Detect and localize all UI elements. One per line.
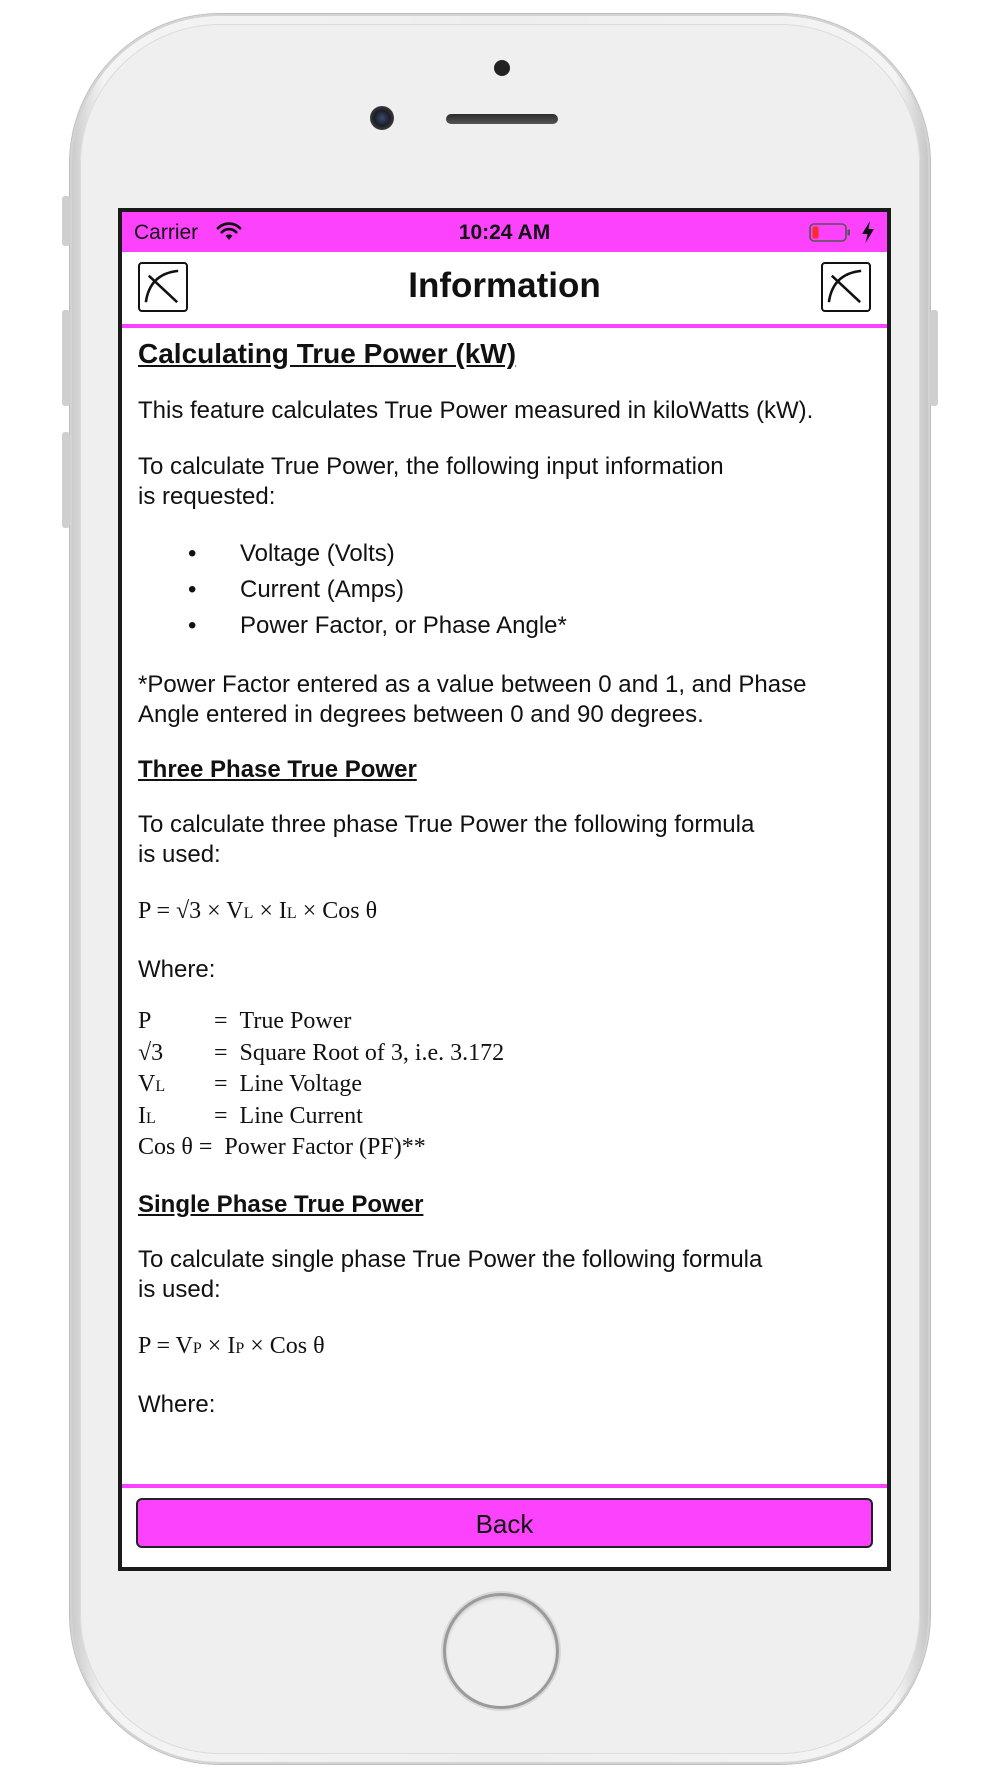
text-line: is used: — [138, 1275, 221, 1303]
back-button[interactable]: Back — [136, 1498, 873, 1548]
power-button — [930, 310, 938, 406]
input-list — [138, 536, 871, 644]
symbol-text: V — [138, 1071, 156, 1097]
symbol-text: I — [138, 1102, 146, 1129]
status-bar — [122, 212, 887, 252]
note-paragraph — [138, 670, 871, 730]
definition-symbol — [138, 1007, 214, 1039]
formula-subscript: L — [286, 905, 297, 922]
symbol-text: Cos θ — [138, 1134, 193, 1160]
intro-paragraph: This feature calculates True Power measured in kiloWatts (kW). — [138, 397, 814, 424]
definition-symbol — [138, 1070, 214, 1102]
three-phase-heading: Three Phase True Power — [138, 756, 417, 783]
definition-equals: = — [214, 1008, 228, 1034]
where-label: Where: — [138, 956, 216, 983]
list-item: • Voltage (Volts) — [138, 536, 871, 572]
symbol-subscript: L — [146, 1109, 156, 1127]
text-line: To calculate three phase True Power the following formula — [138, 811, 755, 838]
definition-text: Square Root of 3, i.e. 3.172 — [239, 1039, 505, 1066]
definition-text: True Power — [239, 1008, 352, 1034]
formula-part: P = V — [138, 1332, 193, 1359]
definition-symbol — [138, 1102, 214, 1134]
text-line: To calculate single phase True Power the following formula — [138, 1245, 763, 1273]
variable-definitions — [138, 1007, 871, 1165]
definition-row — [138, 1133, 871, 1165]
definition-equals: = — [214, 1071, 228, 1097]
text-line: To calculate True Power, the following input information — [138, 453, 724, 480]
definition-text: Power Factor (PF)** — [224, 1134, 426, 1160]
definition-equals: = — [214, 1039, 228, 1066]
front-camera — [370, 106, 394, 130]
carrier-label: Carrier — [134, 221, 199, 244]
request-paragraph — [138, 452, 871, 512]
single-phase-formula — [138, 1331, 871, 1364]
symbol-subscript: L — [155, 1078, 166, 1095]
nav-bar — [122, 252, 887, 328]
app-screen — [118, 208, 891, 1571]
single-phase-heading: Single Phase True Power — [138, 1190, 424, 1218]
formula-subscript: P — [235, 1339, 245, 1357]
mute-switch — [62, 196, 70, 246]
formula-subscript: L — [243, 905, 254, 922]
text-line: Angle entered in degrees between 0 and 90 degrees. — [138, 701, 704, 728]
text-line: *Power Factor entered as a value between 0 and 1, and Phase — [138, 671, 807, 698]
footer-bar — [122, 1484, 887, 1567]
volume-down-button — [62, 432, 70, 528]
definition-row — [138, 1070, 871, 1102]
three-phase-formula — [138, 896, 871, 929]
symbol-text: P — [138, 1008, 152, 1034]
three-phase-paragraph — [138, 810, 871, 870]
definition-row — [138, 1039, 871, 1071]
definition-equals: = — [198, 1134, 213, 1160]
definition-row — [138, 1007, 871, 1039]
single-phase-paragraph — [138, 1245, 871, 1305]
text-line: is used: — [138, 841, 221, 868]
section-heading: Calculating True Power (kW) — [138, 338, 517, 369]
list-item: • Power Factor, or Phase Angle* — [138, 608, 871, 644]
definition-equals: = — [214, 1102, 228, 1129]
text-line: is requested: — [138, 483, 276, 510]
formula-part: × I — [253, 898, 287, 924]
info-scroll-view[interactable] — [122, 328, 887, 1465]
battery-low-icon — [809, 223, 851, 242]
meter-icon[interactable] — [821, 262, 871, 312]
home-button[interactable] — [446, 1596, 556, 1706]
formula-part: × I — [201, 1332, 236, 1359]
page-title: Information — [408, 266, 601, 305]
definition-row — [138, 1102, 871, 1134]
where-label: Where: — [138, 1390, 216, 1418]
volume-up-button — [62, 310, 70, 406]
charging-bolt-icon — [861, 221, 875, 243]
symbol-text: √3 — [138, 1039, 164, 1066]
earpiece-speaker — [446, 114, 558, 124]
formula-part: × Cos θ — [296, 898, 378, 924]
proximity-sensor — [494, 60, 510, 76]
formula-subscript: P — [192, 1339, 202, 1357]
status-time: 10:24 AM — [458, 221, 551, 244]
definition-text: Line Voltage — [239, 1071, 362, 1097]
definition-symbol — [138, 1133, 193, 1165]
definition-text: Line Current — [239, 1102, 363, 1129]
formula-part: P = √3 × V — [138, 898, 244, 924]
formula-part: × Cos θ — [244, 1332, 325, 1359]
list-item: • Current (Amps) — [138, 572, 871, 608]
definition-symbol — [138, 1039, 214, 1071]
